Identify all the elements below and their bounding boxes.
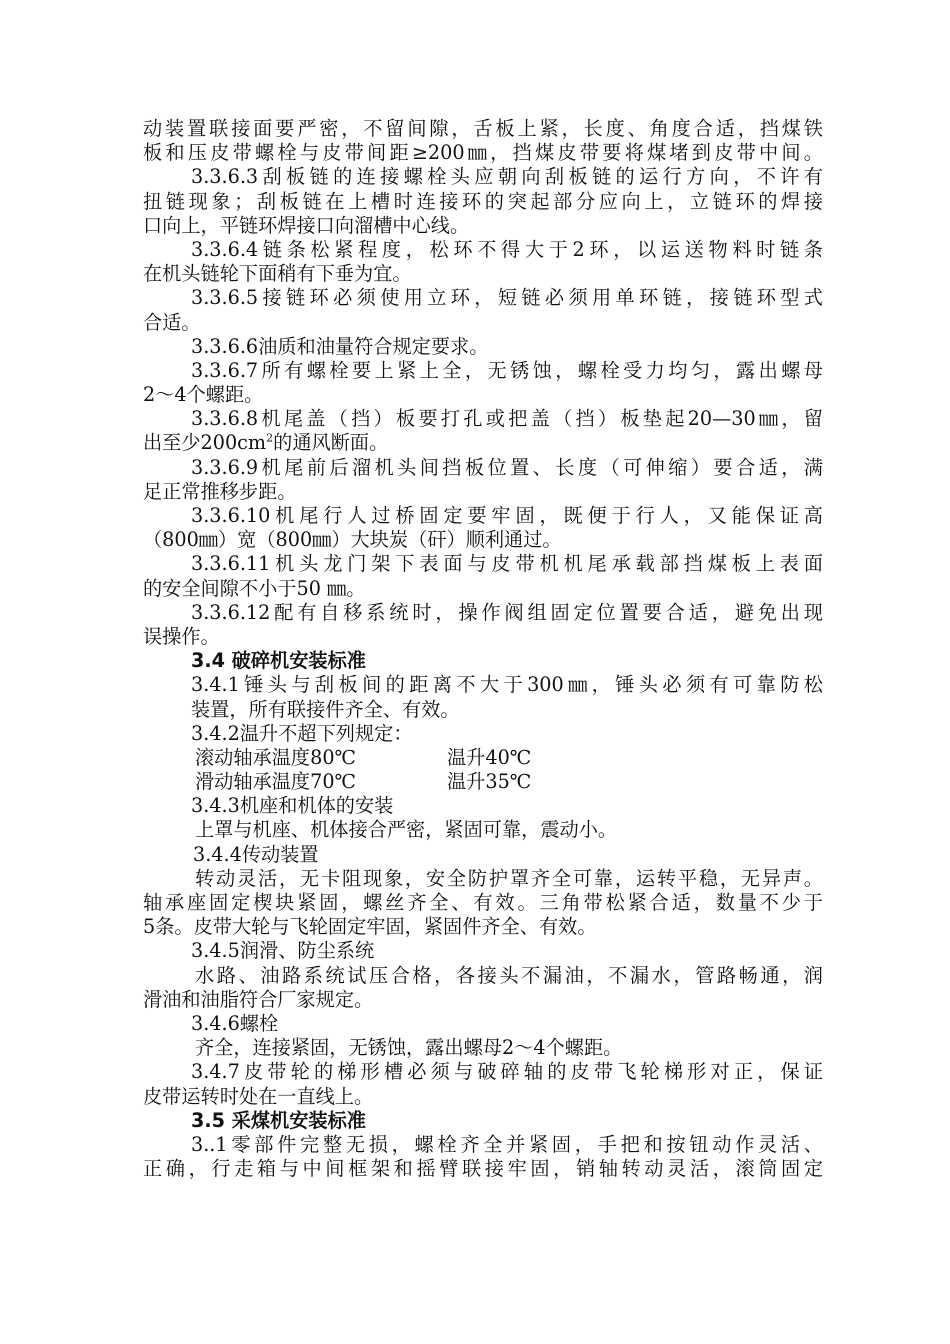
text-line: 正确，行走箱与中间框架和摇臂联接牢固，销轴转动灵活，滚筒固定: [143, 1157, 823, 1181]
text-line: 合适。: [143, 310, 201, 334]
table-cell: 温升40℃: [447, 745, 532, 769]
text-line: 3.3.6.3刮板链的连接螺栓头应朝向刮板链的运行方向，不许有: [191, 165, 823, 189]
text-line: 3.3.6.4链条松紧程度，松环不得大于2环，以运送物料时链条: [191, 237, 823, 261]
text-line: 3.4.2温升不超下列规定：: [191, 721, 413, 745]
text-line: 轴承座固定楔块紧固，螺丝齐全、有效。三角带松紧合适，数量不少于: [143, 891, 823, 914]
text-line: 皮带运转时处在一直线上。: [143, 1084, 374, 1108]
text-line: 上罩与机座、机体接合严密，紧固可靠，震动小。: [195, 818, 618, 842]
text-line: 齐全，连接紧固，无锈蚀，露出螺母2～4个螺距。: [195, 1036, 623, 1060]
table-row: [143, 746, 823, 770]
document-page: [143, 117, 823, 1181]
text-line: 水路、油路系统试压合格，各接头不漏油，不漏水，管路畅通，润: [195, 963, 823, 987]
text-line: 3..1零部件完整无损，螺栓齐全并紧固，手把和按钮动作灵活、: [191, 1132, 823, 1156]
table-cell: 温升35℃: [447, 770, 532, 794]
text-line: [143, 431, 823, 455]
section-heading: 3.5 采煤机安装标准: [191, 1108, 366, 1132]
text-segment: 出至少200cm: [143, 431, 267, 455]
text-line: 3.3.6.5接链环必须使用立环，短链必须用单环链，接链环型式: [191, 286, 823, 310]
text-line: 3.4.1锤头与刮板间的距离不大于300㎜，锤头必须有可靠防松: [191, 673, 823, 697]
text-line: 足正常推移步距。: [143, 479, 297, 503]
text-line: 3.4.7皮带轮的梯形槽必须与破碎轴的皮带飞轮梯形对正，保证: [191, 1060, 823, 1084]
text-line: 5条。皮带大轮与飞轮固定牢固，紧固件齐全、有效。: [143, 915, 597, 939]
text-line: 3.3.6.8机尾盖（挡）板要打孔或把盖（挡）板垫起20—30㎜，留: [191, 407, 823, 431]
sub-heading: 3.4.3机座和机体的安装: [191, 794, 394, 818]
table-cell: 滚动轴承温度80℃: [195, 745, 357, 769]
text-line: 3.3.6.11机头龙门架下表面与皮带机机尾承载部挡煤板上表面: [191, 552, 823, 576]
sub-heading: 3.4.6螺栓: [191, 1011, 279, 1035]
text-line: 2～4个螺距。: [143, 383, 264, 407]
table-row: [143, 770, 823, 794]
text-line: 板和压皮带螺栓与皮带间距≥200㎜，挡煤皮带要将煤堵到皮带中间。: [143, 141, 823, 165]
text-line: 动装置联接面要严密，不留间隙，舌板上紧，长度、角度合适，挡煤铁: [143, 117, 823, 140]
text-line: 装置，所有联接件齐全、有效。: [191, 697, 460, 721]
text-line: 误操作。: [143, 624, 220, 648]
text-line: 3.3.6.9机尾前后溜机头间挡板位置、长度（可伸缩）要合适，满: [191, 455, 823, 479]
text-line: 滑油和油脂符合厂家规定。: [143, 987, 374, 1011]
text-line: 口向上，平链环焊接口向溜槽中心线。: [143, 213, 470, 237]
sub-heading: 3.4.5润滑、防尘系统: [191, 939, 375, 963]
text-segment: 的通风断面。: [273, 431, 389, 455]
text-line: 3.3.6.7所有螺栓要上紧上全，无锈蚀，螺栓受力均匀，露出螺母: [191, 358, 823, 382]
text-line: （800㎜）宽（800㎜）大块炭（矸）顺利通过。: [143, 528, 562, 552]
superscript: 2: [266, 432, 274, 446]
text-line: 的安全间隙不小于50 ㎜。: [143, 576, 366, 600]
table-cell: 滑动轴承温度70℃: [195, 770, 357, 794]
text-line: 3.3.6.6油质和油量符合规定要求。: [191, 334, 489, 358]
text-line: 扭链现象；刮板链在上槽时连接环的突起部分应向上，立链环的焊接: [143, 189, 823, 213]
section-heading: 3.4 破碎机安装标准: [191, 649, 366, 673]
text-line: 转动灵活，无卡阻现象，安全防护罩齐全可靠，运转平稳，无异声。: [195, 866, 823, 890]
text-line: 3.3.6.12配有自移系统时，操作阀组固定位置要合适，避免出现: [191, 600, 823, 624]
text-line: 3.3.6.10机尾行人过桥固定要牢固，既便于行人，又能保证高: [191, 504, 823, 527]
sub-heading: 3.4.4传动装置: [193, 842, 319, 866]
text-line: 在机头链轮下面稍有下垂为宜。: [143, 262, 412, 286]
